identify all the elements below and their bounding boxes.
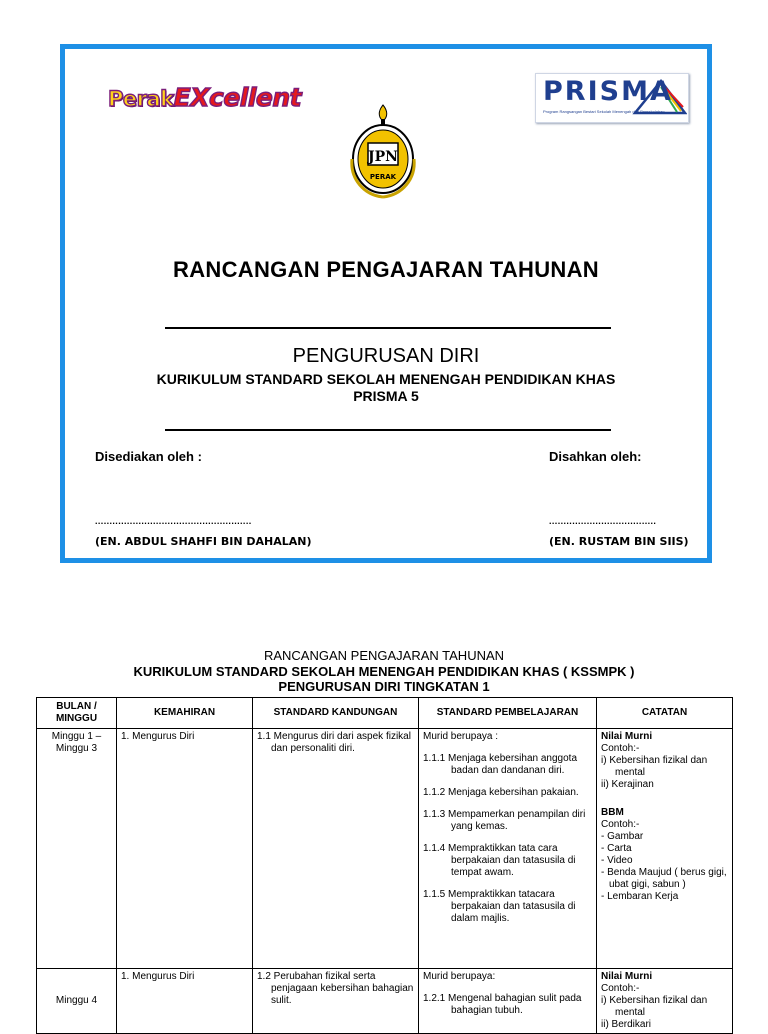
minggu-cell: Minggu 4 [37,969,117,1034]
pembelajaran-item: 1.1.1 Menjaga kebersihan anggota badan dan dandanan diri. [423,753,578,776]
pembelajaran-item: 1.1.5 Mempraktikkan tatacara berpakaian dan tatasusila di dalam majlis. [423,889,576,924]
cover-page-frame [60,44,712,563]
nilai-murni-title: Nilai Murni [601,971,653,982]
bbm-title: BBM [601,807,624,818]
header-kemahiran: KEMAHIRAN [117,698,253,729]
prepared-signature-line: ...................................................... [95,516,252,526]
pembelajaran-intro: Murid berupaya : [423,731,499,742]
pembelajaran-item: 1.1.3 Mempamerkan penampilan diri yang kemas. [423,809,586,832]
nilai-item: i) Kebersihan fizikal dan mental [601,755,708,778]
bbm-item: - Video [601,855,633,866]
cover-title: RANCANGAN PENGAJARAN TAHUNAN [173,257,599,282]
pembelajaran-item: 1.2.1 Mengenal bahagian sulit pada bahagian tubuh. [423,993,582,1016]
table-heading [0,648,768,695]
pembelajaran-item: 1.1.2 Menjaga kebersihan pakaian. [423,787,579,798]
nilai-contoh-label: Contoh:- [601,983,640,994]
bbm-item: - Benda Maujud ( berus gigi, ubat gigi, sabun ) [601,867,727,890]
emblem-perak-text: PERAK [369,173,397,181]
nilai-item: i) Kebersihan fizikal dan mental [601,995,708,1018]
table-heading-line2: KURIKULUM STANDARD SEKOLAH MENENGAH PENDIDIKAN KHAS ( KSSMPK ) [133,663,635,679]
header-kandungan: STANDARD KANDUNGAN [253,698,419,729]
approved-by-label: Disahkan oleh: [549,449,642,464]
level-line: PRISMA 5 [353,388,419,404]
kandungan-text: 1.1 Mengurus diri dari aspek fizikal dan personaliti diri. [257,731,411,754]
nilai-item: ii) Berdikari [601,1019,652,1030]
prisma-word: PRISMA [543,76,673,107]
bbm-item: - Gambar [601,831,644,842]
nilai-item: ii) Kerajinan [601,779,654,790]
logo-excellent-word: EXcellent [173,83,302,112]
perak-excellent-logo [108,85,304,111]
minggu-cell: Minggu 1 – Minggu 3 [37,729,117,969]
bbm-contoh-label: Contoh:- [601,819,640,830]
prepared-by-name: (EN. ABDUL SHAHFI BIN DAHALAN) [95,535,312,548]
table-row [37,729,733,969]
prisma-tagline: Program Rangsangan Bestari Sekolah Menengah dan Persekolahan [543,109,665,114]
catatan-cell [597,729,733,969]
rpt-table [36,697,733,1034]
header-minggu: BULAN / MINGGU [37,698,117,729]
prepared-by-label: Disediakan oleh : [95,449,202,464]
title-underline [165,327,611,329]
kandungan-cell [253,729,419,969]
header-catatan: CATATAN [597,698,733,729]
bbm-item: - Carta [601,843,632,854]
kurikulum-line: KURIKULUM STANDARD SEKOLAH MENENGAH PENDIDIKAN KHAS [156,371,616,387]
prisma-logo [535,73,689,123]
kurikulum-underline [165,429,611,431]
emblem-initials: JPN [368,149,398,165]
cover-kurikulum [65,371,707,405]
header-pembelajaran: STANDARD PEMBELAJARAN [419,698,597,729]
kemahiran-cell: 1. Mengurus Diri [117,969,253,1034]
nilai-contoh-label: Contoh:- [601,743,640,754]
logo-perak-word: Perak [108,87,174,111]
approved-signature-line: ..................................... [549,516,657,526]
approved-by-name: (EN. RUSTAM BIN SIIS) [549,535,689,548]
jpn-perak-emblem-icon [342,99,424,199]
cover-subject: PENGURUSAN DIRI [292,345,480,367]
table-heading-line3: PENGURUSAN DIRI TINGKATAN 1 [278,679,490,694]
kandungan-text: 1.2 Perubahan fizikal serta penjagaan kebersihan bahagian sulit. [257,971,414,1006]
pembelajaran-cell [419,729,597,969]
kemahiran-cell: 1. Mengurus Diri [117,729,253,969]
pembelajaran-item: 1.1.4 Mempraktikkan tata cara berpakaian dan tatasusila di tempat awam. [423,843,576,878]
pembelajaran-intro: Murid berupaya: [423,971,496,982]
table-heading-line1: RANCANGAN PENGAJARAN TAHUNAN [263,648,505,663]
table-header-row [37,698,733,729]
bbm-item: - Lembaran Kerja [601,891,679,902]
nilai-murni-title: Nilai Murni [601,731,653,742]
